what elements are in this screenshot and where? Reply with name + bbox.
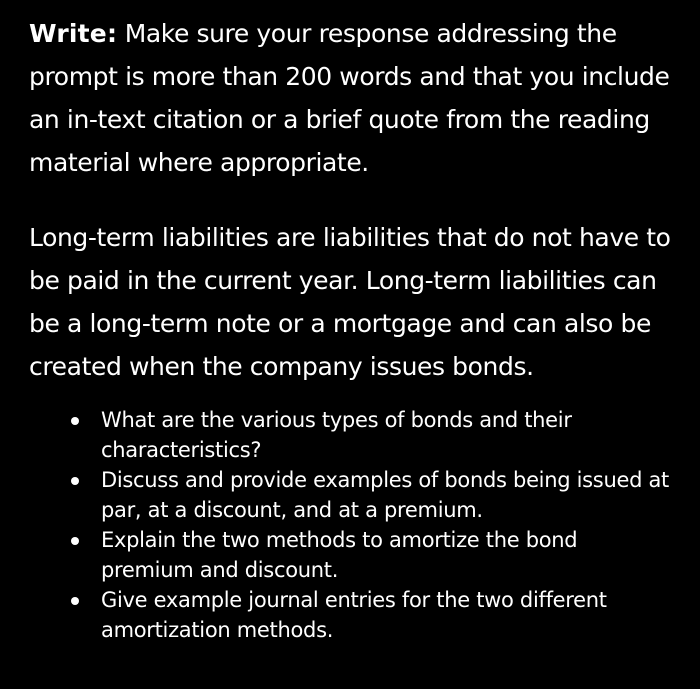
question-text: Discuss and provide examples of bonds being issued at par, at a discount, and at a premium. — [101, 468, 669, 522]
write-instruction-text: Make sure your response addressing the prompt is more than 200 words and that you include an in-text citation or a brief quote from the reading material where appropriate. — [29, 19, 670, 177]
long-term-liabilities-paragraph: Long-term liabilities are liabilities that do not have to be paid in the current year. Long-term liabilities can be a long-term note or a mortgage and can also be created when the company issues bonds. — [29, 223, 671, 381]
list-item — [71, 585, 672, 645]
list-item — [71, 405, 672, 465]
write-label: Write: — [29, 19, 118, 48]
bullet-icon — [71, 597, 79, 605]
question-list — [29, 405, 672, 645]
question-text: What are the various types of bonds and their characteristics? — [101, 408, 572, 462]
list-item — [71, 525, 672, 585]
question-text: Explain the two methods to amortize the bond premium and discount. — [101, 528, 578, 582]
list-item — [71, 465, 672, 525]
question-text: Give example journal entries for the two different amortization methods. — [101, 588, 607, 642]
bullet-icon — [71, 477, 79, 485]
bullet-icon — [71, 537, 79, 545]
bullet-icon — [71, 417, 79, 425]
write-instruction — [29, 12, 672, 184]
